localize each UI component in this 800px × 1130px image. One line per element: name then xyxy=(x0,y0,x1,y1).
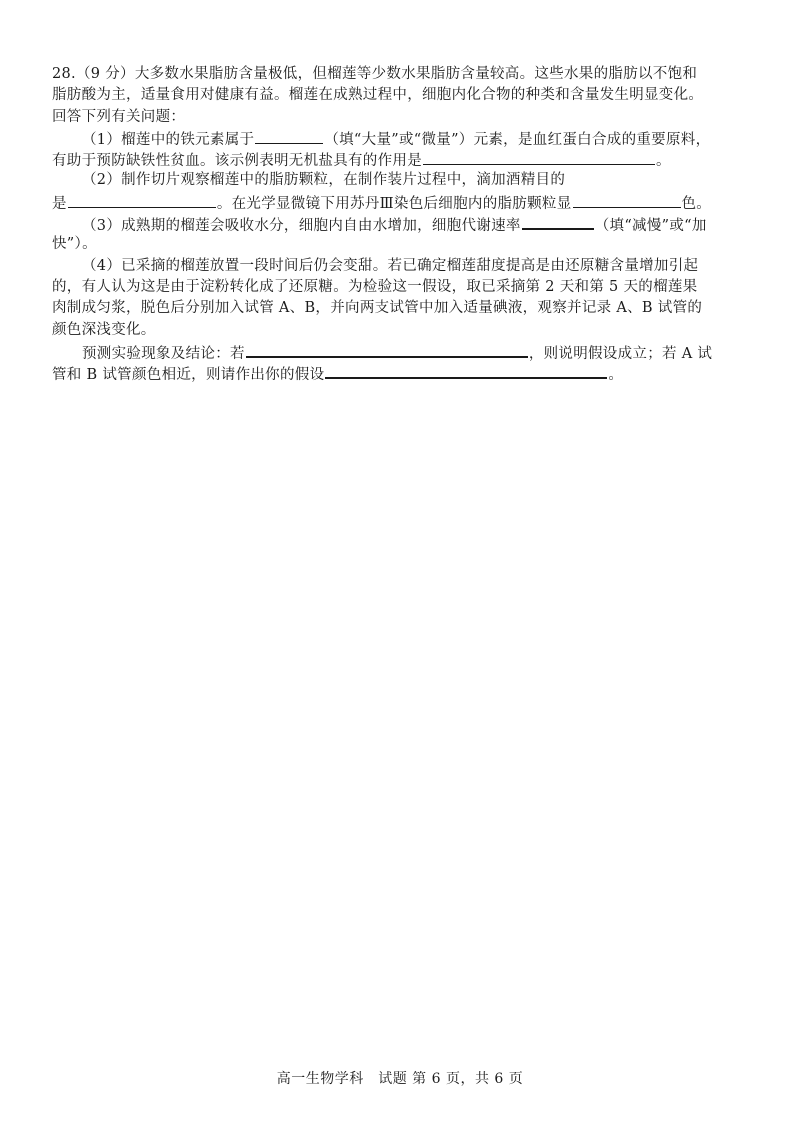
question-intro-line-3 xyxy=(52,107,752,128)
subquestion-1-text: （1）榴莲中的铁元素属于 xyxy=(82,131,255,148)
question-intro-text-2: 脂肪酸为主，适量食用对健康有益。榴莲在成熟过程中，细胞内化合物的种类和含量发生明显变化。 xyxy=(52,87,704,104)
question-instruction: 回答下列有关问题： xyxy=(52,108,186,125)
prediction-text-c: 管和 B 试管颜色相近，则请作出你的假设 xyxy=(52,367,325,384)
question-intro-line-1 xyxy=(52,64,752,85)
subquestion-2-text-d: 色。 xyxy=(681,195,712,212)
subquestion-4-line-4 xyxy=(52,320,752,341)
page-footer: 高一生物学科 试题 第 6 页，共 6 页 xyxy=(276,1071,524,1087)
prediction-text: 预测实验现象及结论：若 xyxy=(82,345,245,362)
question-intro-text: 大多数水果脂肪含量极低，但榴莲等少数水果脂肪含量较高。这些水果的脂肪以不饱和 xyxy=(134,66,698,82)
question-28 xyxy=(52,64,752,383)
subquestion-1-text-c: 有助于预防缺铁性贫血。该示例表明无机盐具有的作用是 xyxy=(52,153,422,170)
subquestion-3-text-c: 快”）。 xyxy=(52,236,97,253)
subquestion-3-text: （3）成熟期的榴莲会吸收水分，细胞内自由水增加，细胞代谢速率 xyxy=(82,218,521,235)
answer-blank-1[interactable] xyxy=(255,128,323,144)
subquestion-4-line-1 xyxy=(52,256,752,277)
subquestion-1-line-2 xyxy=(52,149,752,170)
answer-blank-4[interactable] xyxy=(573,192,681,208)
subquestion-1-line-1 xyxy=(52,128,752,149)
subquestion-3-line-1 xyxy=(52,213,752,234)
prediction-text-b: ，则说明假设成立；若 A 试 xyxy=(528,345,713,362)
question-intro-line-2 xyxy=(52,85,752,106)
subquestion-4-text-d: 颜色深浅变化。 xyxy=(52,321,156,338)
subquestion-3-line-2 xyxy=(52,234,752,255)
answer-blank-3[interactable] xyxy=(68,192,216,208)
subquestion-1-text-b: （填“大量”或“微量”）元素，是血红蛋白合成的重要原料， xyxy=(324,131,711,148)
subquestion-4-text-b: 的，有人认为这是由于淀粉转化成了还原糖。为检验这一假设，取已采摘第 2 天和第 5 天的榴莲果 xyxy=(52,278,698,295)
prediction-line-1 xyxy=(52,341,752,362)
subquestion-2-text: （2）制作切片观察榴莲中的脂肪颗粒，在制作装片过程中，滴加酒精目的 xyxy=(82,172,566,189)
subquestion-2-text-b: 是 xyxy=(52,195,67,212)
subquestion-2-text-c: 。在光学显微镜下用苏丹Ⅲ染色后细胞内的脂肪颗粒显 xyxy=(216,195,572,212)
subquestion-4-line-2 xyxy=(52,277,752,298)
answer-blank-5[interactable] xyxy=(522,213,594,230)
answer-blank-6[interactable] xyxy=(246,341,528,358)
subquestion-2-line-1 xyxy=(52,170,752,191)
prediction-line-2 xyxy=(52,362,752,383)
subquestion-4-text: （4）已采摘的榴莲放置一段时间后仍会变甜。若已确定榴莲甜度提高是由还原糖含量增加引起 xyxy=(82,257,699,274)
answer-blank-2[interactable] xyxy=(423,149,655,165)
subquestion-3-text-b: （填“减慢”或“加 xyxy=(594,218,707,235)
subquestion-4-line-3 xyxy=(52,298,752,319)
prediction-text-d: 。 xyxy=(608,367,624,384)
subquestion-4-text-c: 肉制成匀浆，脱色后分别加入试管 A、B，并向两支试管中加入适量碘液，观察并记录 A、B 试管的 xyxy=(52,300,703,317)
subquestion-2-line-2 xyxy=(52,192,752,213)
answer-blank-7[interactable] xyxy=(325,362,607,379)
question-number: 28. xyxy=(52,66,76,82)
question-score: （9 分） xyxy=(75,66,135,82)
subquestion-1-text-d: 。 xyxy=(656,153,671,170)
